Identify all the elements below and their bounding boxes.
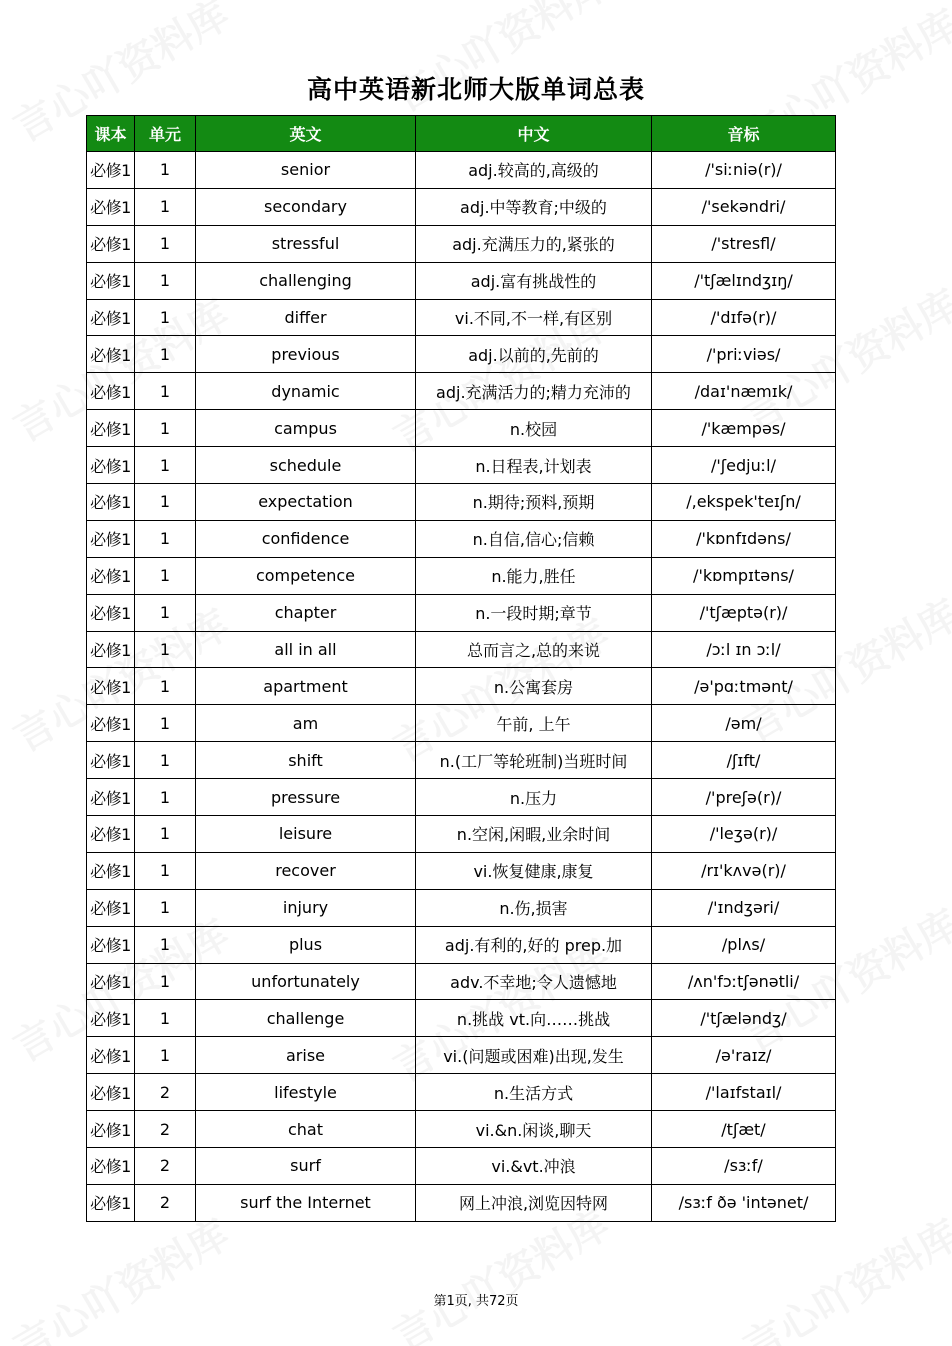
cell-unit: 1 xyxy=(135,1000,196,1037)
cell-phonetic: /'kɒmpɪtəns/ xyxy=(652,557,836,594)
cell-english: stressful xyxy=(196,225,416,262)
cell-phonetic: /'tʃæptə(r)/ xyxy=(652,594,836,631)
header-book: 课本 xyxy=(87,116,135,152)
cell-phonetic: /rɪ'kʌvə(r)/ xyxy=(652,852,836,889)
cell-book: 必修1 xyxy=(87,336,135,373)
cell-english: plus xyxy=(196,926,416,963)
table-row xyxy=(87,1000,836,1037)
cell-unit: 1 xyxy=(135,668,196,705)
cell-chinese: 网上冲浪,浏览因特网 xyxy=(416,1184,652,1221)
cell-book: 必修1 xyxy=(87,299,135,336)
cell-chinese: adj.以前的,先前的 xyxy=(416,336,652,373)
cell-unit: 1 xyxy=(135,447,196,484)
cell-phonetic: /'ɪndʒəri/ xyxy=(652,889,836,926)
cell-unit: 2 xyxy=(135,1074,196,1111)
cell-book: 必修1 xyxy=(87,705,135,742)
cell-unit: 1 xyxy=(135,631,196,668)
cell-book: 必修1 xyxy=(87,225,135,262)
cell-phonetic: /,ekspek'teɪʃn/ xyxy=(652,484,836,521)
cell-unit: 1 xyxy=(135,926,196,963)
cell-unit: 1 xyxy=(135,779,196,816)
table-row xyxy=(87,410,836,447)
vocabulary-table xyxy=(86,115,836,1222)
cell-english: previous xyxy=(196,336,416,373)
cell-unit: 1 xyxy=(135,852,196,889)
table-row xyxy=(87,742,836,779)
table-row xyxy=(87,373,836,410)
cell-english: leisure xyxy=(196,816,416,853)
cell-english: arise xyxy=(196,1037,416,1074)
cell-english: lifestyle xyxy=(196,1074,416,1111)
cell-english: differ xyxy=(196,299,416,336)
table-row xyxy=(87,188,836,225)
cell-english: surf the Internet xyxy=(196,1184,416,1221)
cell-unit: 1 xyxy=(135,963,196,1000)
table-row xyxy=(87,152,836,189)
cell-chinese: n.自信,信心;信赖 xyxy=(416,520,652,557)
header-unit: 单元 xyxy=(135,116,196,152)
table-row xyxy=(87,484,836,521)
cell-chinese: n.一段时期;章节 xyxy=(416,594,652,631)
cell-unit: 1 xyxy=(135,520,196,557)
watermark xyxy=(732,1204,952,1346)
table-row xyxy=(87,336,836,373)
cell-phonetic: /'tʃæləndʒ/ xyxy=(652,1000,836,1037)
cell-unit: 1 xyxy=(135,557,196,594)
cell-chinese: n.(工厂等轮班制)当班时间 xyxy=(416,742,652,779)
cell-english: dynamic xyxy=(196,373,416,410)
table-row xyxy=(87,963,836,1000)
cell-phonetic: /tʃæt/ xyxy=(652,1111,836,1148)
table-row xyxy=(87,1037,836,1074)
table-row xyxy=(87,852,836,889)
cell-english: surf xyxy=(196,1148,416,1185)
cell-book: 必修1 xyxy=(87,1074,135,1111)
cell-chinese: 午前, 上午 xyxy=(416,705,652,742)
cell-chinese: n.伤,损害 xyxy=(416,889,652,926)
cell-book: 必修1 xyxy=(87,1037,135,1074)
header-english: 英文 xyxy=(196,116,416,152)
cell-book: 必修1 xyxy=(87,1184,135,1221)
cell-unit: 1 xyxy=(135,594,196,631)
cell-phonetic: /'tʃælɪndʒɪŋ/ xyxy=(652,262,836,299)
table-row xyxy=(87,1111,836,1148)
cell-unit: 2 xyxy=(135,1111,196,1148)
cell-english: competence xyxy=(196,557,416,594)
cell-unit: 1 xyxy=(135,410,196,447)
cell-unit: 1 xyxy=(135,262,196,299)
cell-phonetic: /plʌs/ xyxy=(652,926,836,963)
header-chinese: 中文 xyxy=(416,116,652,152)
cell-unit: 1 xyxy=(135,889,196,926)
cell-book: 必修1 xyxy=(87,963,135,1000)
cell-unit: 1 xyxy=(135,188,196,225)
table-row xyxy=(87,262,836,299)
cell-unit: 1 xyxy=(135,373,196,410)
cell-unit: 1 xyxy=(135,705,196,742)
cell-phonetic: /'leʒə(r)/ xyxy=(652,816,836,853)
cell-unit: 1 xyxy=(135,336,196,373)
table-row xyxy=(87,225,836,262)
cell-book: 必修1 xyxy=(87,816,135,853)
table-row xyxy=(87,520,836,557)
page-number: 第1页, 共72页 xyxy=(433,1294,519,1309)
cell-phonetic: /'kæmpəs/ xyxy=(652,410,836,447)
cell-chinese: vi.恢复健康,康复 xyxy=(416,852,652,889)
watermark xyxy=(2,1204,238,1346)
cell-english: senior xyxy=(196,152,416,189)
table-row xyxy=(87,1184,836,1221)
table-body xyxy=(87,152,836,1222)
cell-chinese: adj.充满压力的,紧张的 xyxy=(416,225,652,262)
cell-phonetic: /'preʃə(r)/ xyxy=(652,779,836,816)
cell-phonetic: /sɜːf ðə 'intənet/ xyxy=(652,1184,836,1221)
cell-unit: 1 xyxy=(135,1037,196,1074)
cell-chinese: adj.有利的,好的 prep.加 xyxy=(416,926,652,963)
cell-unit: 1 xyxy=(135,742,196,779)
cell-english: pressure xyxy=(196,779,416,816)
table-row xyxy=(87,668,836,705)
cell-unit: 2 xyxy=(135,1148,196,1185)
cell-english: unfortunately xyxy=(196,963,416,1000)
header-phonetic: 音标 xyxy=(652,116,836,152)
cell-chinese: n.压力 xyxy=(416,779,652,816)
cell-english: schedule xyxy=(196,447,416,484)
cell-chinese: 总而言之,总的来说 xyxy=(416,631,652,668)
cell-book: 必修1 xyxy=(87,668,135,705)
cell-chinese: vi.&vt.冲浪 xyxy=(416,1148,652,1185)
cell-unit: 1 xyxy=(135,816,196,853)
cell-english: campus xyxy=(196,410,416,447)
cell-book: 必修1 xyxy=(87,262,135,299)
cell-chinese: adj.充满活力的;精力充沛的 xyxy=(416,373,652,410)
cell-phonetic: /ʌn'fɔːtʃənətli/ xyxy=(652,963,836,1000)
table-row xyxy=(87,631,836,668)
cell-english: injury xyxy=(196,889,416,926)
cell-english: challenge xyxy=(196,1000,416,1037)
cell-book: 必修1 xyxy=(87,557,135,594)
table-row xyxy=(87,816,836,853)
table-row xyxy=(87,926,836,963)
cell-book: 必修1 xyxy=(87,742,135,779)
cell-book: 必修1 xyxy=(87,152,135,189)
cell-phonetic: /'stresfl/ xyxy=(652,225,836,262)
cell-chinese: vi.不同,不一样,有区别 xyxy=(416,299,652,336)
cell-book: 必修1 xyxy=(87,373,135,410)
page-title: 高中英语新北师大版单词总表 xyxy=(306,75,645,104)
cell-unit: 2 xyxy=(135,1184,196,1221)
cell-unit: 1 xyxy=(135,225,196,262)
table-row xyxy=(87,779,836,816)
cell-book: 必修1 xyxy=(87,520,135,557)
table-row xyxy=(87,889,836,926)
cell-phonetic: /'laɪfstaɪl/ xyxy=(652,1074,836,1111)
cell-chinese: adj.富有挑战性的 xyxy=(416,262,652,299)
cell-phonetic: /ʃɪft/ xyxy=(652,742,836,779)
cell-book: 必修1 xyxy=(87,447,135,484)
cell-unit: 1 xyxy=(135,484,196,521)
table-row xyxy=(87,557,836,594)
cell-chinese: vi.(问题或困难)出现,发生 xyxy=(416,1037,652,1074)
cell-book: 必修1 xyxy=(87,1111,135,1148)
cell-chinese: adj.较高的,高级的 xyxy=(416,152,652,189)
cell-book: 必修1 xyxy=(87,631,135,668)
cell-english: am xyxy=(196,705,416,742)
cell-english: chat xyxy=(196,1111,416,1148)
cell-chinese: n.空闲,闲暇,业余时间 xyxy=(416,816,652,853)
cell-chinese: n.日程表,计划表 xyxy=(416,447,652,484)
cell-phonetic: /əm/ xyxy=(652,705,836,742)
cell-chinese: adj.中等教育;中级的 xyxy=(416,188,652,225)
table-row xyxy=(87,594,836,631)
cell-chinese: adv.不幸地;令人遗憾地 xyxy=(416,963,652,1000)
cell-english: challenging xyxy=(196,262,416,299)
cell-english: secondary xyxy=(196,188,416,225)
cell-book: 必修1 xyxy=(87,926,135,963)
cell-phonetic: /'sekəndri/ xyxy=(652,188,836,225)
cell-chinese: n.校园 xyxy=(416,410,652,447)
table-header-row xyxy=(87,116,836,152)
cell-chinese: n.生活方式 xyxy=(416,1074,652,1111)
cell-book: 必修1 xyxy=(87,1000,135,1037)
cell-english: expectation xyxy=(196,484,416,521)
cell-phonetic: /daɪ'næmɪk/ xyxy=(652,373,836,410)
cell-english: all in all xyxy=(196,631,416,668)
cell-book: 必修1 xyxy=(87,852,135,889)
cell-book: 必修1 xyxy=(87,1148,135,1185)
table-row xyxy=(87,299,836,336)
cell-book: 必修1 xyxy=(87,410,135,447)
cell-book: 必修1 xyxy=(87,889,135,926)
cell-unit: 1 xyxy=(135,152,196,189)
cell-chinese: n.期待;预料,预期 xyxy=(416,484,652,521)
cell-english: shift xyxy=(196,742,416,779)
cell-english: confidence xyxy=(196,520,416,557)
cell-unit: 1 xyxy=(135,299,196,336)
table-row xyxy=(87,1148,836,1185)
cell-phonetic: /'kɒnfɪdəns/ xyxy=(652,520,836,557)
cell-phonetic: /'siːniə(r)/ xyxy=(652,152,836,189)
cell-book: 必修1 xyxy=(87,779,135,816)
cell-phonetic: /'priːviəs/ xyxy=(652,336,836,373)
cell-phonetic: /ə'pɑːtmənt/ xyxy=(652,668,836,705)
cell-book: 必修1 xyxy=(87,594,135,631)
cell-phonetic: /sɜːf/ xyxy=(652,1148,836,1185)
cell-phonetic: /'ʃedjuːl/ xyxy=(652,447,836,484)
table-row xyxy=(87,705,836,742)
cell-book: 必修1 xyxy=(87,188,135,225)
cell-chinese: n.公寓套房 xyxy=(416,668,652,705)
cell-english: recover xyxy=(196,852,416,889)
cell-phonetic: /ə'raɪz/ xyxy=(652,1037,836,1074)
cell-phonetic: /ɔːl ɪn ɔːl/ xyxy=(652,631,836,668)
cell-book: 必修1 xyxy=(87,484,135,521)
cell-english: apartment xyxy=(196,668,416,705)
cell-chinese: n.能力,胜任 xyxy=(416,557,652,594)
cell-phonetic: /'dɪfə(r)/ xyxy=(652,299,836,336)
cell-chinese: n.挑战 vt.向……挑战 xyxy=(416,1000,652,1037)
table-row xyxy=(87,1074,836,1111)
table-row xyxy=(87,447,836,484)
cell-english: chapter xyxy=(196,594,416,631)
cell-chinese: vi.&n.闲谈,聊天 xyxy=(416,1111,652,1148)
